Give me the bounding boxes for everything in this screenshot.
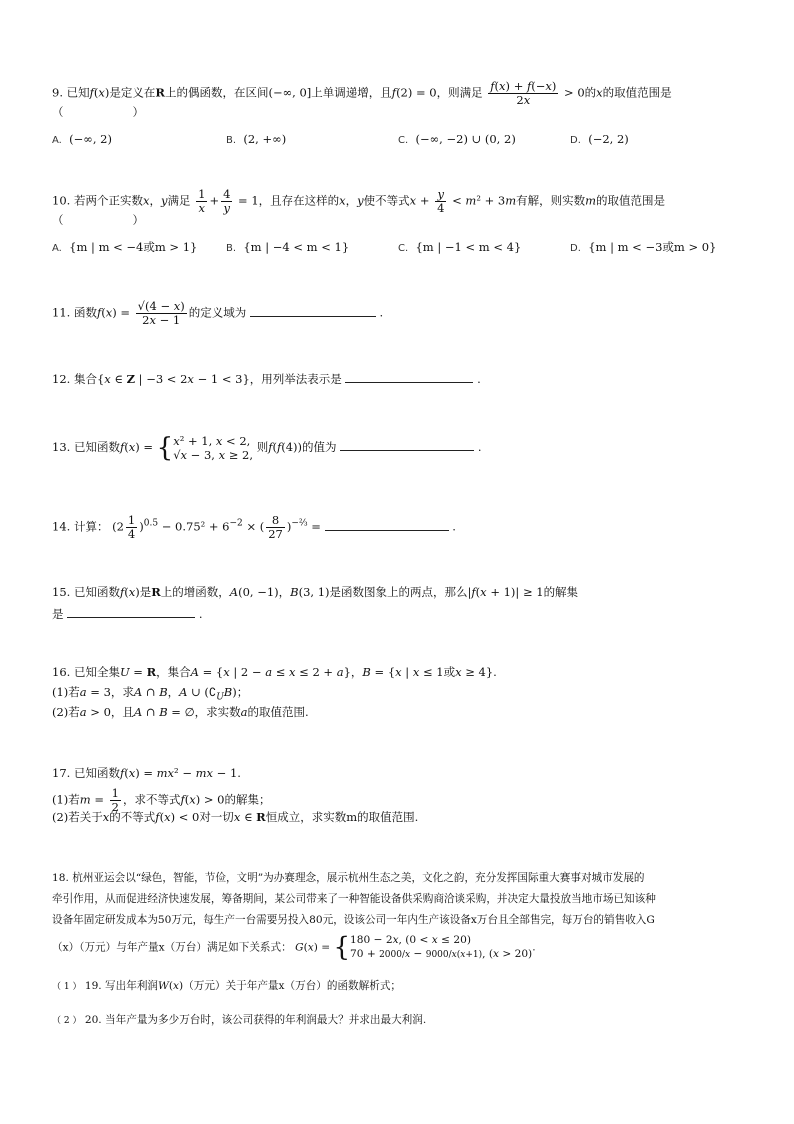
q16-part-2: (2)若a > 0，且A ∩ B = ∅，求实数a的取值范围. (52, 705, 309, 719)
question-15: 15. 已知函数f(x)是R上的增函数，A(0, −1)，B(3, 1)是函数图象上的两点，那么|f(x + 1)| ≥ 1的解集 (52, 585, 579, 599)
question-16: 16. 已知全集U = R，集合A = {x | 2 − a ≤ x ≤ 2 + a}，B = {x | x ≤ 1或x ≥ 4}. (52, 665, 497, 679)
question-13: 13. 已知函数f(x) = { x² + 1, x < 2, √x − 3, x ≥ 2, 则f(f(4))的值为 . (52, 433, 482, 463)
q17-part-2: (2)若关于x的不等式f(x) < 0对一切x ∈ R恒成立，求实数m的取值范围. (52, 810, 419, 824)
q9-option-a[interactable]: A. (−∞, 2) (52, 132, 112, 146)
question-11: 11. 函数f(x) = $\frac{√(4 - x)}{2x - 1}$ 的定义域为 . (52, 299, 384, 327)
q13-answer-blank[interactable] (340, 438, 474, 451)
q10-option-c[interactable]: C. {m | −1 < m < 4} (398, 240, 522, 254)
q15-answer-blank[interactable] (67, 605, 195, 618)
q17-part-1: (1)若m = $\frac{1}{2}$ ，求不等式f(x) > 0的解集； (52, 786, 271, 814)
q16-part-1: (1)若a = 3，求A ∩ B，A ∪ $(∁_UB)$； (52, 685, 249, 703)
q9-option-b[interactable]: B. (2, +∞) (226, 132, 287, 146)
q18-line-3: 设备年固定研发成本为50万元，每生产一台需要另投入80元，设该公司一年内生产该设备x万台且全部售完，每万台的销售收入G (52, 914, 655, 926)
q9-number: 9. (52, 85, 63, 100)
question-14: 14. 计算： (2 $\frac{1}{4}$ )$^{0.5} - 0.75^2 + 6^{-2}$ × ( $\frac{8}{27}$ )$^{-\frac{2}{3}}$ = . (52, 513, 456, 541)
question-15-cont: 是 . (52, 607, 203, 621)
q18-subquestion-1: （ 1 ） 19. 写出年利润W(x)（万元）关于年产量x（万台）的函数解析式； (52, 980, 402, 992)
question-10: 10. 若两个正实数x，y满足 $\frac{1}{x}$ + $\frac{4}{y}$ = 1，且存在这样的x，y使不等式x + $\frac{y}{4}$ < m² + 3m有解，则实数m的取值范围是 (52, 187, 665, 215)
q18-line-4: （x）（万元）与年产量x（万台）满足如下关系式： G(x) = { 180 − 2x, (0 < x ≤ 20) 70 + 2000/x − 9000/x(x+1), (x > 20) . (52, 932, 536, 963)
q10-option-a[interactable]: A. {m | m < −4或m > 1} (52, 240, 198, 254)
question-18: 18. 杭州亚运会以“绿色，智能，节俭，文明”为办赛理念，展示杭州生态之美，文化之韵，充分发挥国际重大赛事对城市发展的 (52, 872, 645, 884)
q14-answer-blank[interactable] (325, 518, 449, 531)
q10-answer-paren: （ ） (52, 213, 144, 227)
q9-answer-paren: （ ） (52, 105, 144, 119)
question-12: 12. 集合{x ∈ Z | −3 < 2x − 1 < 3}，用列举法表示是 . (52, 372, 481, 386)
question-17: 17. 已知函数f(x) = mx² − mx − 1. (52, 766, 241, 780)
question-9: 9. 已知f(x)是定义在R上的偶函数，在区间(−∞, 0]上单调递增，且f(2) = 0，则满足 $\frac{f(x) + f(-x)}{2x}$ > 0的x的取值范围是 (52, 79, 672, 107)
q18-line-2: 牵引作用，从而促进经济快速发展，筹备期间，某公司带来了一种智能设备供采购商洽谈采购，并决定大量投放当地市场已知该种 (52, 893, 656, 905)
q12-answer-blank[interactable] (345, 370, 473, 383)
q9-option-c[interactable]: C. (−∞, −2) ∪ (0, 2) (398, 132, 516, 146)
q10-option-d[interactable]: D. {m | m < −3或m > 0} (570, 240, 717, 254)
q9-option-d[interactable]: D. (−2, 2) (570, 132, 629, 146)
q10-option-b[interactable]: B. {m | −4 < m < 1} (226, 240, 350, 254)
q10-number: 10. (52, 193, 71, 208)
q18-subquestion-2: （ 2 ） 20. 当年产量为多少万台时，该公司获得的年利润最大？并求出最大利润. (52, 1014, 427, 1026)
q11-answer-blank[interactable] (250, 304, 376, 317)
